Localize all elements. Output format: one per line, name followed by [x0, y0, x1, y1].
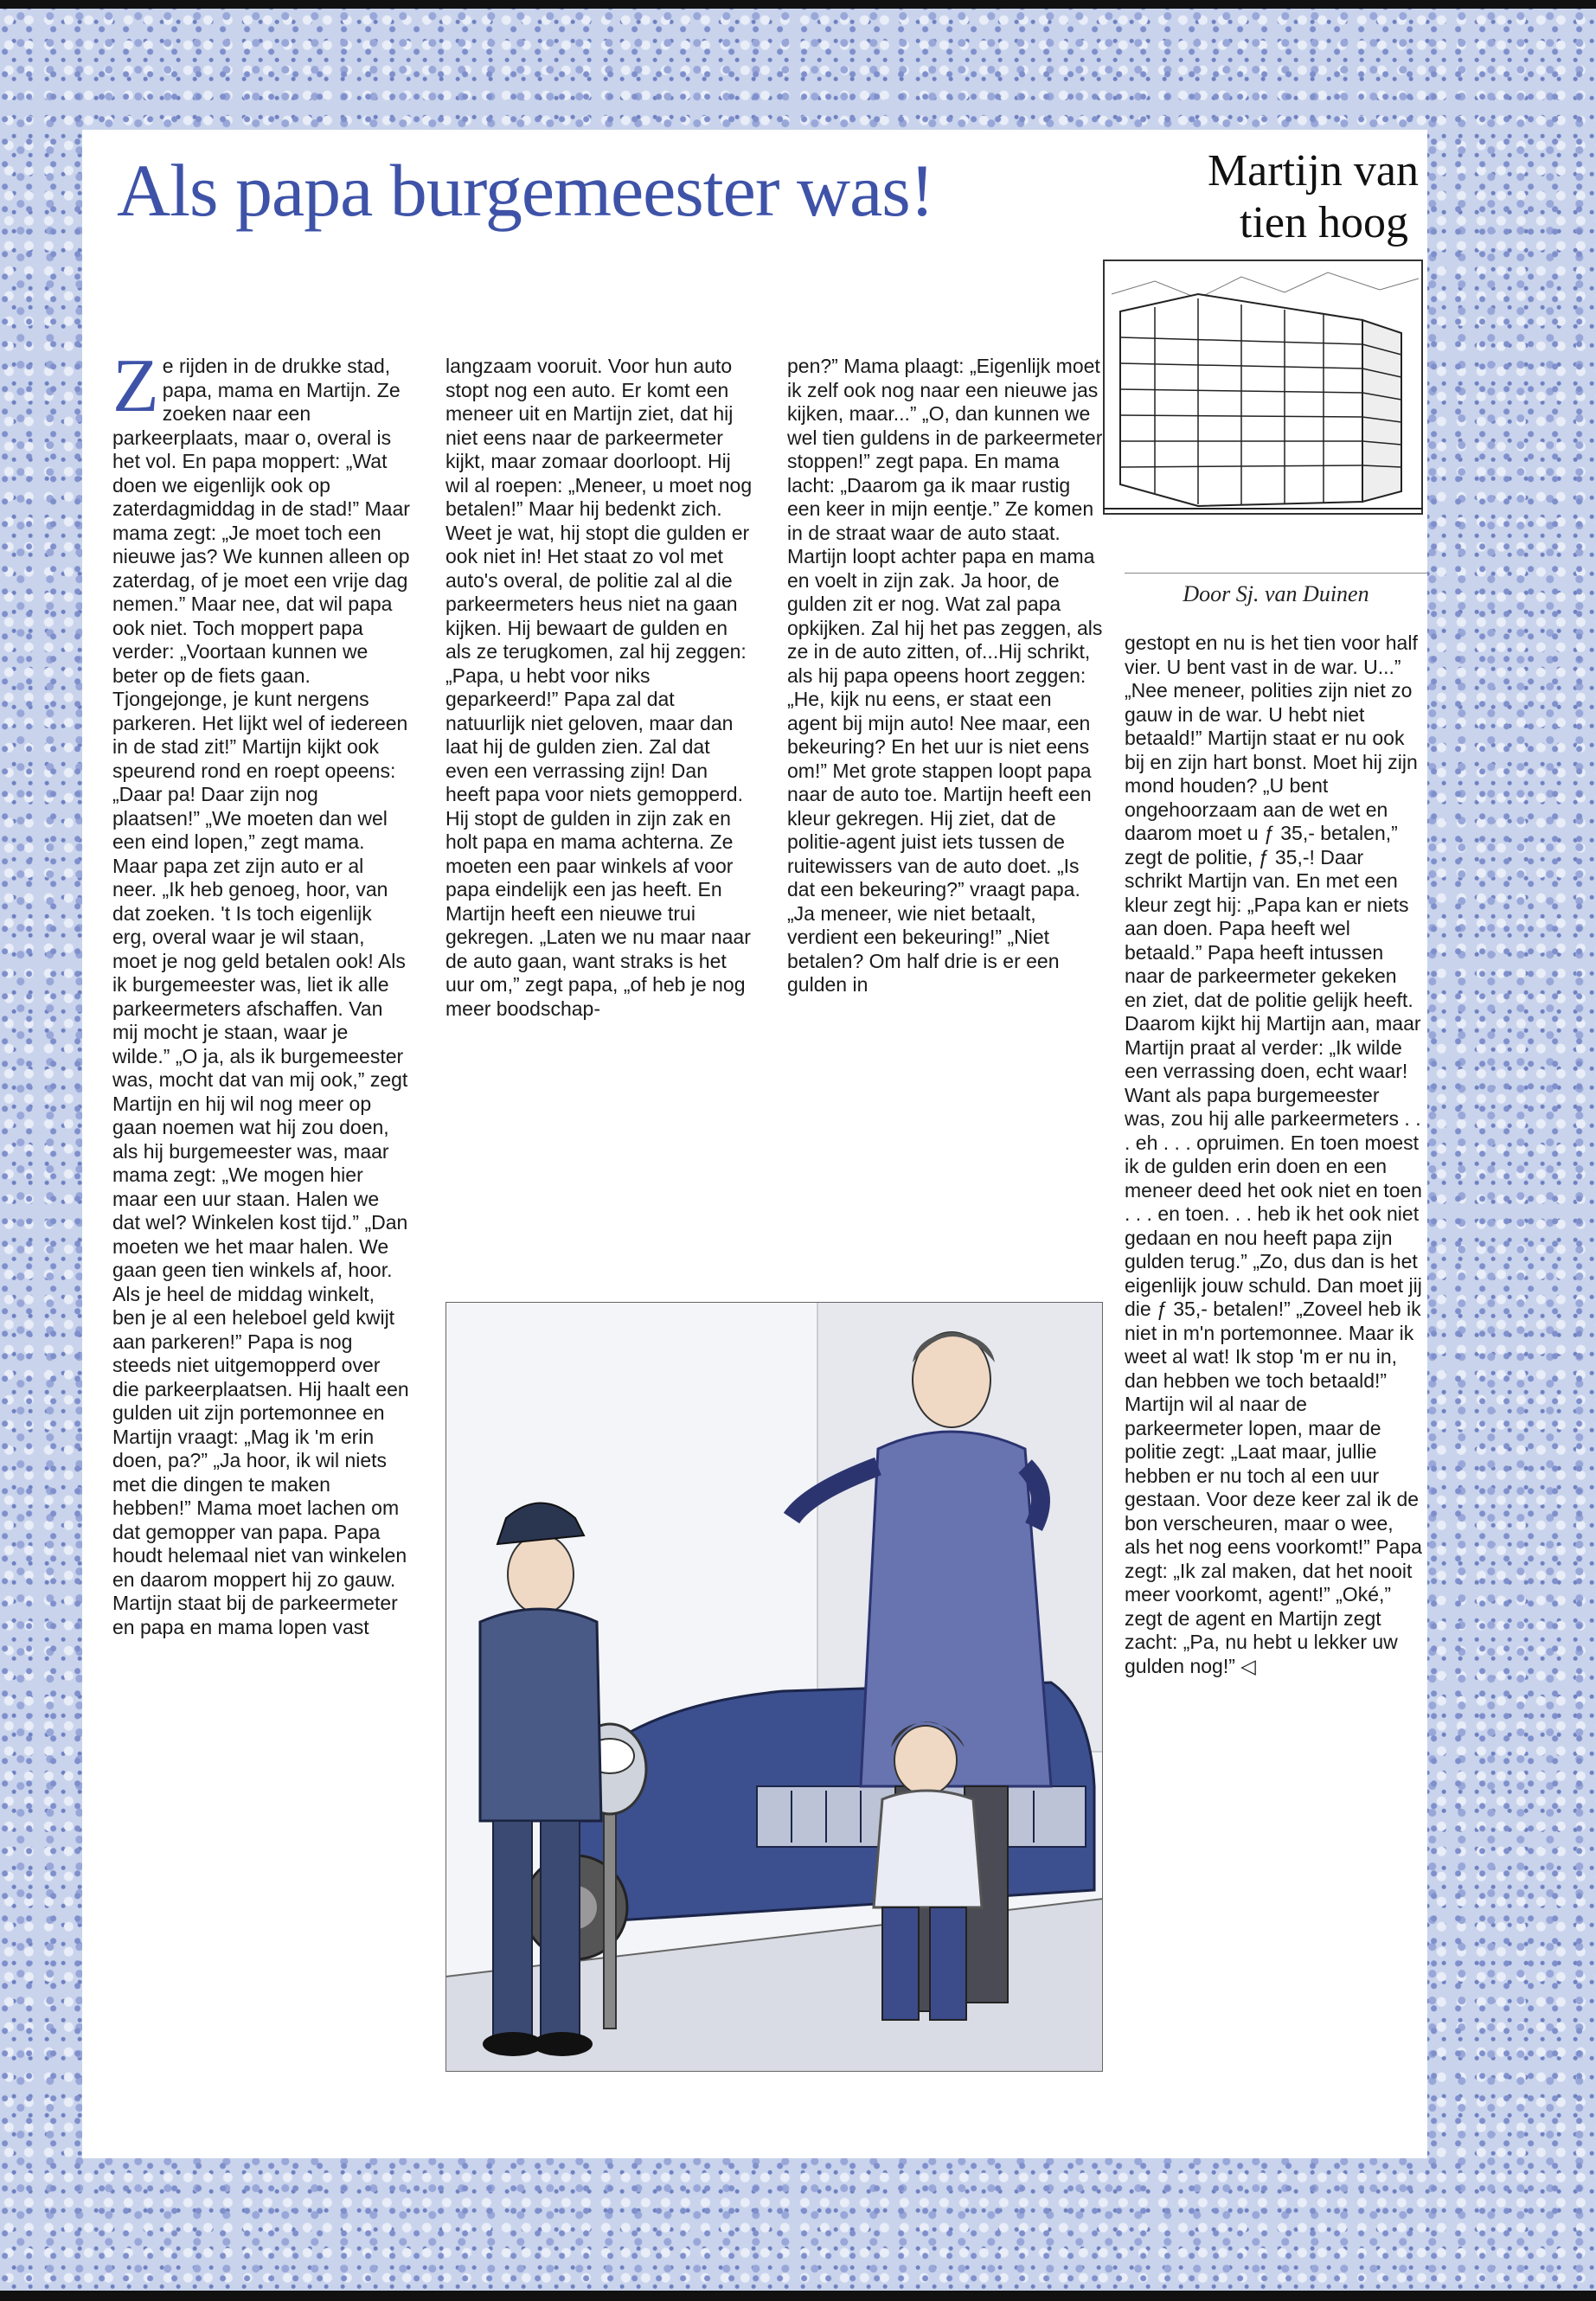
article-column-1 — [112, 344, 411, 1639]
byline-rule — [1125, 573, 1427, 574]
series-heading-line2: tien hoog — [1240, 198, 1408, 247]
series-heading-line1: Martijn van — [1207, 146, 1419, 195]
drop-cap: Z — [112, 344, 159, 428]
article-column-4: gestopt en nu is het tien voor half vier. U bent vast in de war. U...” „Nee meneer, polities zijn niet zo gauw in de war. U hebt niet betaald!” Martijn staat er nu ook bij en zijn hart bonst. Moet hij zijn mond houden? „U bent ongehoorzaam aan de wet en daarom moet u ƒ 35,- betalen,” zegt de politie, ƒ 35,-! Daar schrikt Martijn van. En met een kleur zegt hij: „Papa kan er niets aan doen. Papa heeft wel betaald.” Papa heeft intussen naar de parkeermeter gekeken en ziet, dat de politie gelijk heeft. Daarom kijkt hij Martijn aan, maar Martijn praat al verder: „Ik wilde een verrassing doen, echt waar! Want als papa burgemeester was, zou hij alle parkeermeters . . . eh . . . opruimen. En toen moest ik de gulden erin doen en een meneer deed het ook niet en toen . . . en toen. . . heb ik het ook niet gedaan en nou heeft papa zijn gulden terug.” „Zo, dus dan is het eigenlijk jouw schuld. Dan moet jij die ƒ 35,- betalen!” „Zoveel heb ik niet in m'n portemonnee. Maar ik weet al wat! Ik stop 'm er nu in, dan hebben we toch betaald!” Martijn wil al naar de parkeermeter lopen, maar de politie zegt: „Laat maar, jullie hebben er nu toch al een uur gestaan. Voor deze keer zal ik de bon verscheuren, maar o wee, als het nog eens voorkomt!” Papa zegt: „Ik zal maken, dat het nooit meer voorkomt, agent!” „Oké,” zegt de agent en Martijn zegt zacht: „Pa, nu hebt u lekker uw gulden nog!” ◁ — [1125, 631, 1422, 1677]
series-heading — [1077, 145, 1419, 249]
article-column-3: pen?” Mama plaagt: „Eigenlijk moet ik zelf ook nog naar een nieuwe jas kijken, maar...” „O, dan kunnen we wel tien guldens in de parkeermeter stoppen!” zegt papa. En mama lacht: „Daarom ga ik maar rustig een keer in mijn eentje.” Ze komen in de straat waar de auto staat. Martijn loopt achter papa en mama en voelt in zijn zak. Ja hoor, de gulden zit er nog. Wat zal papa opkijken. Zal hij het pas zeggen, als ze in de auto zitten, of...Hij schrikt, als hij papa opeens hoort zeggen: „He, kijk nu eens, er staat een agent bij mijn auto! Nee maar, een bekeuring? En het uur is niet eens om!” Met grote stappen loopt papa naar de auto toe. Martijn heeft een kleur gekregen. Hij ziet, dat de politie-agent juist iets tussen de ruitewissers van de auto doet. „Is dat een bekeuring?” vraagt papa. „Ja meneer, wie niet betaalt, verdient een bekeuring!” „Niet betalen? Om half drie is er een gulden in — [787, 355, 1103, 996]
scan-edge-bottom — [0, 2291, 1596, 2301]
apartment-building-illustration — [1103, 260, 1423, 515]
street-scene-illustration — [445, 1302, 1103, 2072]
scan-edge-top — [0, 0, 1596, 9]
article-title: Als papa burgemeester was! — [117, 149, 934, 232]
article-column-1-text: e rijden in de drukke stad, papa, mama en Martijn. Ze zoeken naar een parkeerplaats, maar o, overal is het vol. En papa moppert: „Wat doen we eigenlijk ook op zaterdagmiddag in de stad!” Maar mama zegt: „Je moet toch een nieuwe jas? We kunnen alleen op zaterdag, of je moet een vrije dag nemen.” Maar nee, dat wil papa ook niet. Toch moppert papa verder: „Voortaan kunnen we beter op de fiets gaan. Tjongejonge, je kunt nergens parkeren. Het lijkt wel of iedereen in de stad zit!” Martijn kijkt ook speurend rond en roept opeens: „Daar pa! Daar zijn nog plaatsen!” „We moeten dan wel een eind lopen,” zegt mama. Maar papa zet zijn auto er al neer. „Ik heb genoeg, hoor, van dat zoeken. 't Is toch eigenlijk erg, overal waar je wil staan, moet je nog geld betalen ook! Als ik burgemeester was, liet ik alle parkeermeters afschaffen. Van mij mocht je staan, waar je wilde.” „O ja, als ik burgemeester was, mocht dat van mij ook,” zegt Martijn en hij wil nog meer op gaan noemen wat hij zou doen, als hij burgemeester was, maar mama zegt: „We mogen hier maar een uur staan. Halen we dat wel? Winkelen kost tijd.” „Dan moeten we het maar halen. We gaan geen tien winkels af, hoor. Als je heel de middag winkelt, ben je al een heleboel geld kwijt aan parkeren!” Papa is nog steeds niet uitgemopperd over die parkeerplaatsen. Hij haalt een gulden uit zijn portemonnee en Martijn vraagt: „Mag ik 'm erin doen, pa?” „Ja hoor, ik wil niets met die dingen te maken hebben!” Mama moet lachen om dat gemopper van papa. Papa houdt helemaal niet van winkelen en daarom moppert hij zo gauw. Martijn staat bij de parkeermeter en papa en mama lopen vast — [112, 355, 410, 1638]
byline: Door Sj. van Duinen — [1183, 581, 1369, 606]
article-column-2: langzaam vooruit. Voor hun auto stopt nog een auto. Er komt een meneer uit en Martijn ziet, dat hij niet eens naar de parkeermeter kijkt, maar zomaar doorloopt. Hij wil al roepen: „Meneer, u moet nog betalen!” Maar hij bedenkt zich. Weet je wat, hij stopt die gulden er ook niet in! Het staat zo vol met auto's overal, de politie zal al die parkeermeters heus niet na gaan kijken. Hij bewaart de gulden en als ze terugkomen, zal hij zeggen: „Papa, u hebt voor niks geparkeerd!” Papa zal dat natuurlijk niet geloven, maar dan laat hij de gulden zien. Zal dat even een verrassing zijn! Dan heeft papa voor niets gemopperd. Hij stopt de gulden in zijn zak en holt papa en mama achterna. Ze moeten een paar winkels af voor papa eindelijk een jas heeft. En Martijn heeft een nieuwe trui gekregen. „Laten we nu maar naar de auto gaan, want straks is het uur om,” zegt papa, „of heb je nog meer boodschap- — [445, 355, 753, 1020]
